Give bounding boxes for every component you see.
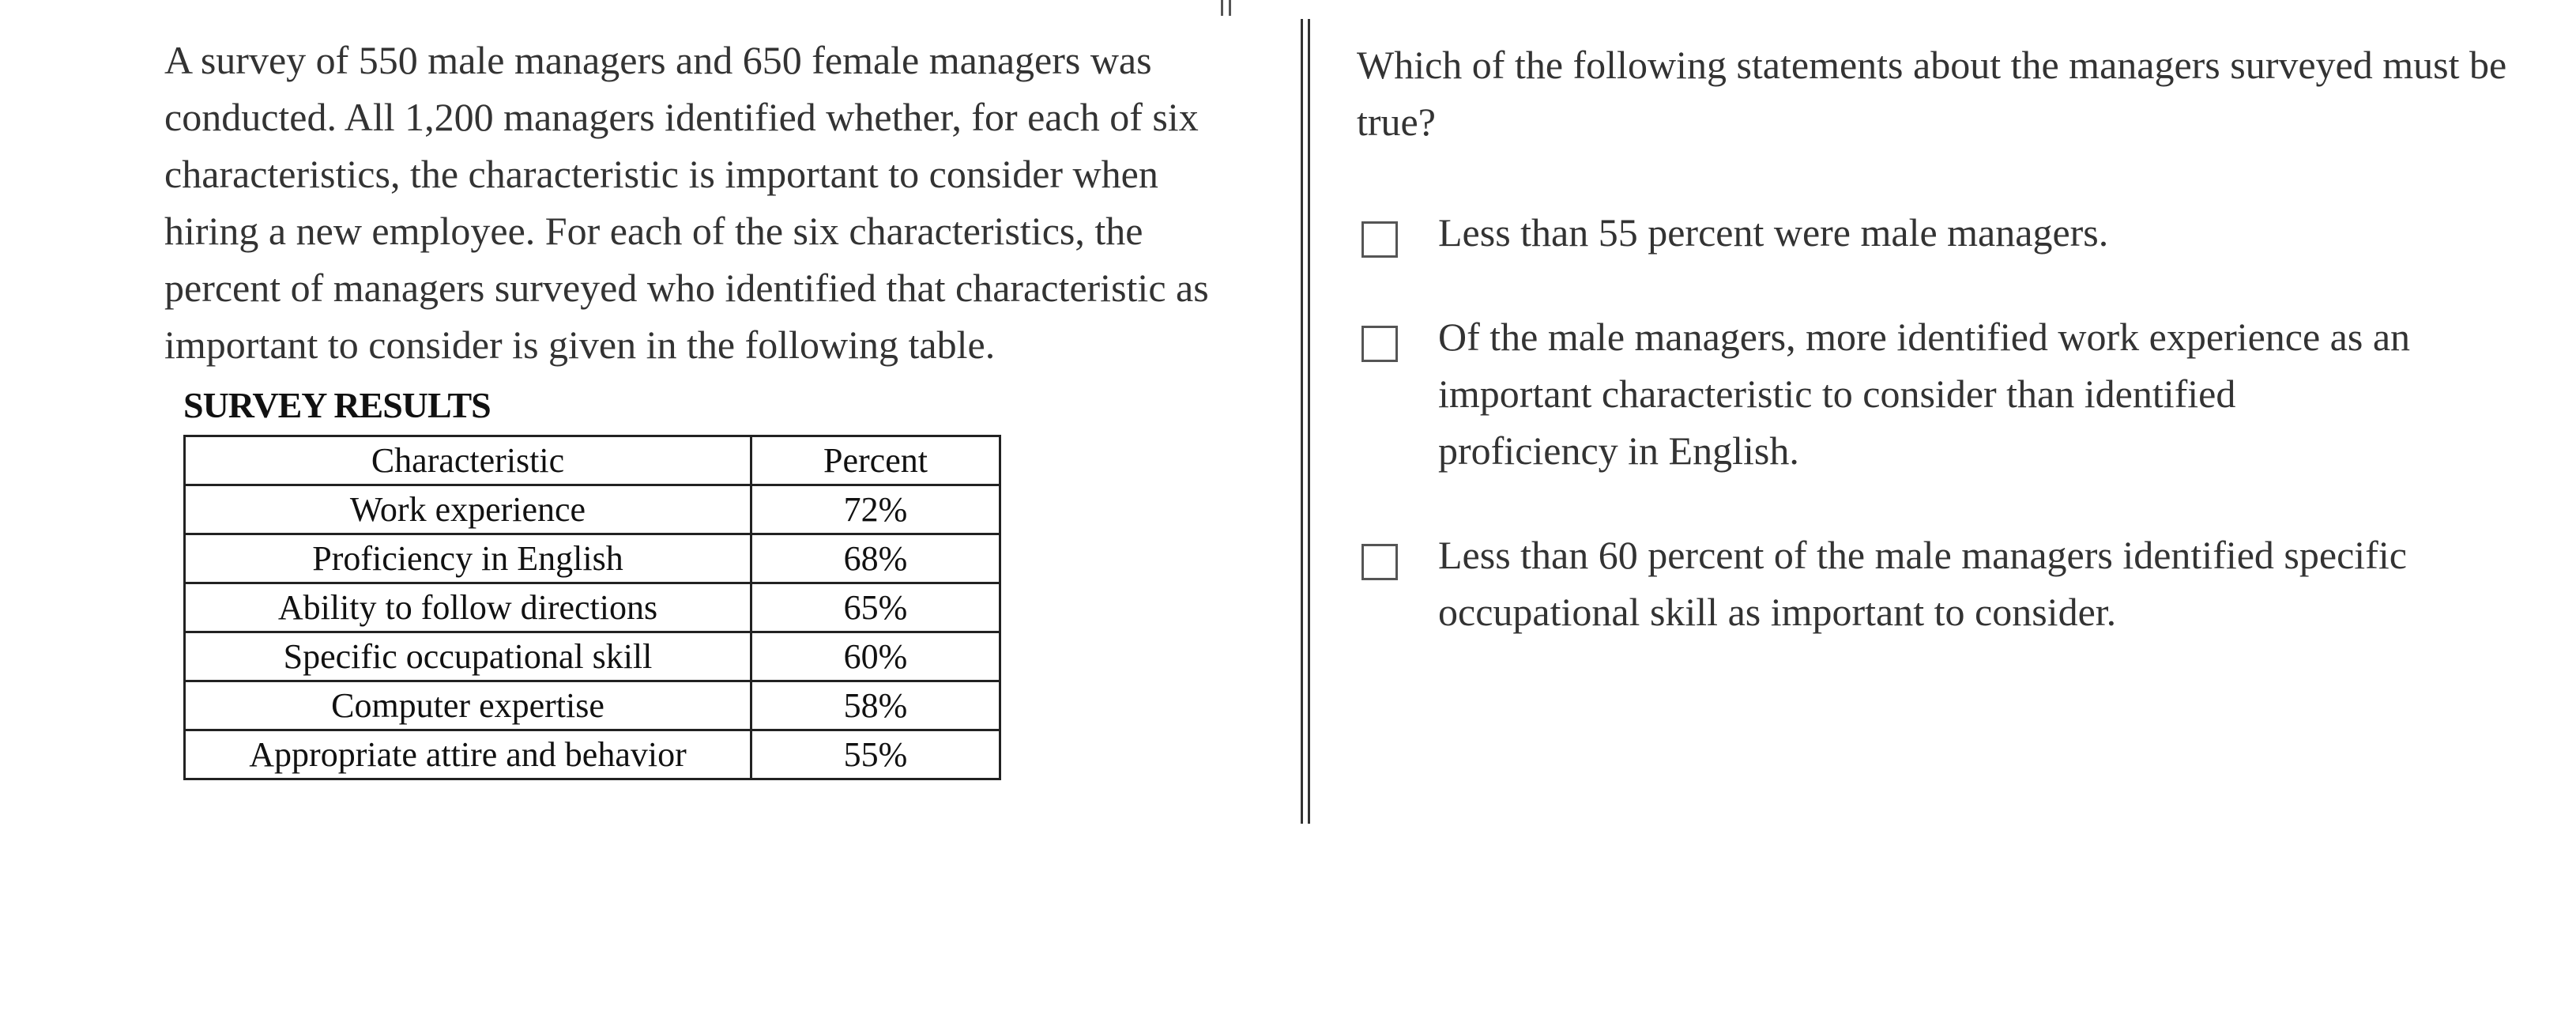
table-row [185, 583, 1000, 632]
pane-resize-grip-icon[interactable] [1221, 0, 1235, 17]
table-row [185, 681, 1000, 730]
table-row [185, 485, 1000, 534]
cell-percent: 65% [751, 583, 1000, 632]
answer-option-2-label: Of the male managers, more identified work experience as an important characteristic to consider than identified proficiency in English. [1438, 315, 2411, 473]
cell-percent: 55% [751, 730, 1000, 779]
survey-results-table [183, 435, 1001, 780]
table-row [185, 632, 1000, 681]
answer-option-1-label: Less than 55 percent were male managers. [1438, 210, 2109, 255]
checkbox-option-3[interactable] [1361, 544, 1398, 580]
table-row [185, 730, 1000, 779]
table-header-row [185, 436, 1000, 485]
table-row [185, 534, 1000, 583]
question-stem: Which of the following statements about the managers surveyed must be true? [1357, 43, 2507, 144]
cell-characteristic: Specific occupational skill [185, 632, 751, 681]
cell-percent: 68% [751, 534, 1000, 583]
cell-characteristic: Work experience [185, 485, 751, 534]
cell-percent: 60% [751, 632, 1000, 681]
checkbox-option-2[interactable] [1361, 326, 1398, 362]
cell-percent: 58% [751, 681, 1000, 730]
passage-pane [164, 32, 1247, 373]
question-pane [1357, 36, 2542, 634]
answer-option-3-label: Less than 60 percent of the male managers identified specific occupational skill as important to consider. [1438, 533, 2407, 634]
cell-characteristic: Appropriate attire and behavior [185, 730, 751, 779]
cell-characteristic: Ability to follow directions [185, 583, 751, 632]
checkbox-option-1[interactable] [1361, 221, 1398, 258]
cell-characteristic: Computer expertise [185, 681, 751, 730]
passage-text: A survey of 550 male managers and 650 female managers was conducted. All 1,200 managers identified whether, for each of six characteristics, the characteristic is important to consider when hiring a new employee. For each of the six characteristics, the percent of managers surveyed who identified that characteristic as important to consider is given in the following table. [164, 38, 1209, 367]
header-percent: Percent [751, 436, 1000, 485]
cell-characteristic: Proficiency in English [185, 534, 751, 583]
header-characteristic: Characteristic [185, 436, 751, 485]
pane-divider[interactable] [1301, 19, 1310, 824]
table-title-label: SURVEY RESULTS [183, 385, 491, 425]
cell-percent: 72% [751, 485, 1000, 534]
